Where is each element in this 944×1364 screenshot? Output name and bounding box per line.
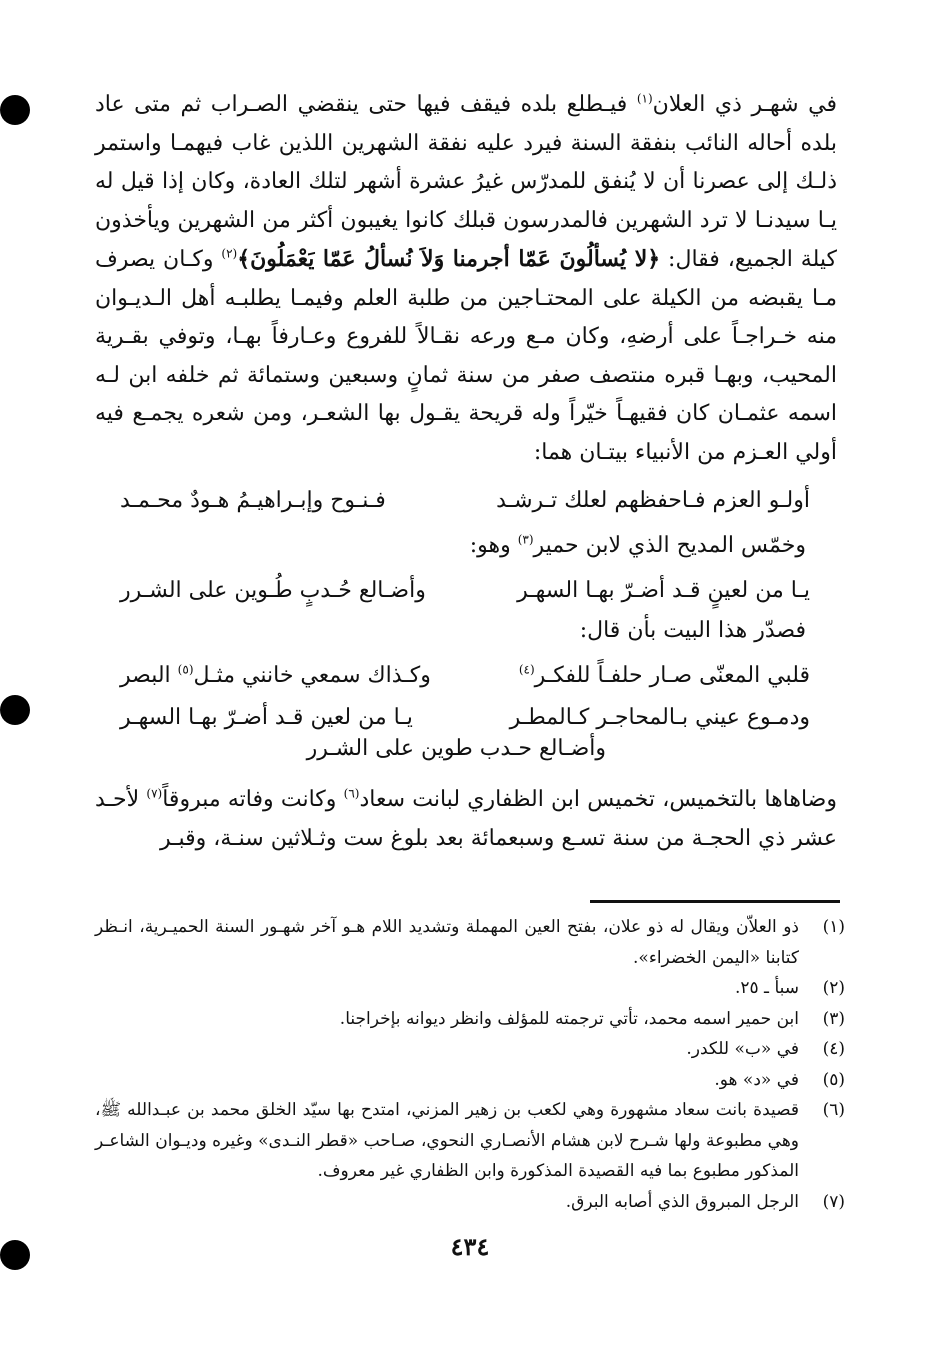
verse-second-hemistich: يـا من لعين قـد أضـرّ بهـا السهـر [120,704,413,730]
footnote-ref[interactable]: (٧) [146,786,163,801]
verse-line [120,697,810,737]
body-paragraph-2 [95,781,837,858]
footnotes [95,912,845,1217]
poem-intro: فصدّر هذا البيت بأن قال: [579,618,806,643]
quran-quote: ﴿لا يُسألُونَ عَمّا أجرمنا وَلاَ نُسألُ عَمّا يَعْمَلُونَ﴾ [237,246,661,272]
footnote-text: في «د» هو. [714,1069,799,1090]
text-run: البصر [120,662,178,688]
footnote-text: الرجل المبروق الذي أصابه البرق. [565,1191,799,1212]
footnote-ref[interactable]: (٢) [221,246,238,261]
footnote-ref[interactable]: (٥) [177,662,194,677]
footnote [95,1187,845,1218]
text-run: وخمّس المديح الذي لابن حمير [533,533,806,558]
footnote-separator [590,900,840,903]
page-number: ٤٣٤ [450,1232,490,1261]
footnote-text: سبأ ـ ٢٥. [734,978,799,998]
verse-second-hemistich: وأضـالع حُـدبٍ طُـوين على الشـرر [120,577,426,603]
punch-hole [0,695,30,725]
footnote-number: (٢) [822,978,845,998]
text-run: وضاهاها بالتخميس، تخميس ابن الظفاري لبانت سعاد [359,787,837,812]
footnote-ref[interactable]: (٤) [518,662,535,677]
verse-line [120,480,810,520]
punch-hole [0,95,30,125]
body-paragraph-1 [95,86,837,472]
poem-intro [470,533,806,558]
footnote-number: (٦) [822,1100,845,1120]
footnote [95,1095,845,1187]
text-run: وكـذاك سمعي خانني مثـل [193,662,431,688]
footnote [95,1065,845,1096]
footnote-number: (١) [822,917,845,937]
punch-hole [0,1240,30,1270]
footnote-text: قصيدة بانت سعاد مشهورة وهي لكعب بن زهير المزني، امتدح بها سيّد الخلق محمد بن عبـدالله ﷺ، وهي مطبوعة ولها شـرح لابن هشام الأنصـاري النحوي، صـاحب «قطر النـدى» وغيره وديـوان الشاعـر المذكور مطبوع بما فيه القصيدة المذكورة وابن الظفاري غير معروف. [95,1100,799,1181]
text-run: وكانت وفاته مبروقاً [162,787,344,812]
footnote-number: (٤) [822,1039,845,1059]
footnote [95,973,845,1004]
footnote-text: ذو العلاّن ويقال له ذو علان، بفتح العين المهملة وتشديد اللام هـو آخر شهـور السنة الحميـرية، انـظر كتابنا «اليمن الخضراء». [95,917,799,968]
footnote-text: ابن حمير اسمه محمد، تأتي ترجمته للمؤلف وانظر ديوانه بإخراجنا. [339,1008,799,1029]
footnote [95,912,845,973]
text-run: فيـطلع بلده فيقف فيها حتى ينقضي الصـراب ثم متى عاد بلده أحاله النائب بنفقة السنة فيرد عليه نفقة الشهرين اللذين غاب فيهمـا واستمر ذلـك إلى عصرنا أن لا يُنفق للمدرّس غيرُ عشرة أشهر لتلك العادة، وكان إذا قيل له يـا سيدنـا لا ترد الشهرين فالمدرسون قبلك كانوا يغيبون أكثر من الشهرين ويأخذون كيلة الجميع، فقال: [95,92,837,272]
verse-first-hemistich: يـا من لعينٍ قـد أضـرّ بهـا السهـر [517,577,810,603]
verse-second-hemistich: فـنـوح وإبـراهيـمُ هـودٌ محـمـد [120,487,386,513]
text-run: وهو: [469,533,518,558]
footnote [95,1004,845,1035]
footnote-ref[interactable]: (١) [636,91,653,106]
text-run: وكـان يصرف مـا يقبضه من الكيلة على المحتـاجين من طلبة العلم وفيمـا يطلبـه أهل الـديـوان منه خـراجـاً على أرضهِ، وكان مـع ورعه نقـالاً للفروع وعـارفاً بهـا، وتوفي بقـرية المحيب، وبهـا قبره منتصف صفر من سنة ثمانٍ وسبعين وستمائة ثم خلفه ابن لـه اسمه عثمـان كان فقيهـاً خيّراً وله قريحة يقـول بها الشعـر، ومن شعره يجمـع فيه أولي العـزم من الأنبياء بيتـان هما: [95,247,837,465]
footnote-number: (٣) [822,1008,845,1029]
text-run: لأحـد عشر ذي الحجـة من سنة تسـع وسبعمائة بعد بلوغ ست وثـلاثين سنـة، وقبـر [95,787,837,851]
verse-first-hemistich [519,663,810,688]
verse-line [120,655,810,695]
text-run: في شهـر ذي العلان [652,92,837,117]
verse-first-hemistich: أولـو العزم فـاحفظهم لعلك تـرشـد [496,487,810,513]
verse-first-hemistich: ودمـوع عيني بـالمحاجـر كـالمطـر [509,704,810,730]
footnote [95,1034,845,1065]
footnote-text: في «ب» للكدر. [686,1039,799,1059]
text-run: قلبي المعنّى صـار حلفـاً للفكـر [534,662,810,688]
footnote-ref[interactable]: (٣) [517,532,534,547]
footnote-number: (٥) [822,1069,845,1090]
verse-line: وأضـالع حـدب طوين على الشـرر [306,736,606,761]
footnote-number: (٧) [822,1191,845,1212]
verse-line [120,570,810,610]
footnote-ref[interactable]: (٦) [343,786,360,801]
verse-second-hemistich [120,663,431,688]
